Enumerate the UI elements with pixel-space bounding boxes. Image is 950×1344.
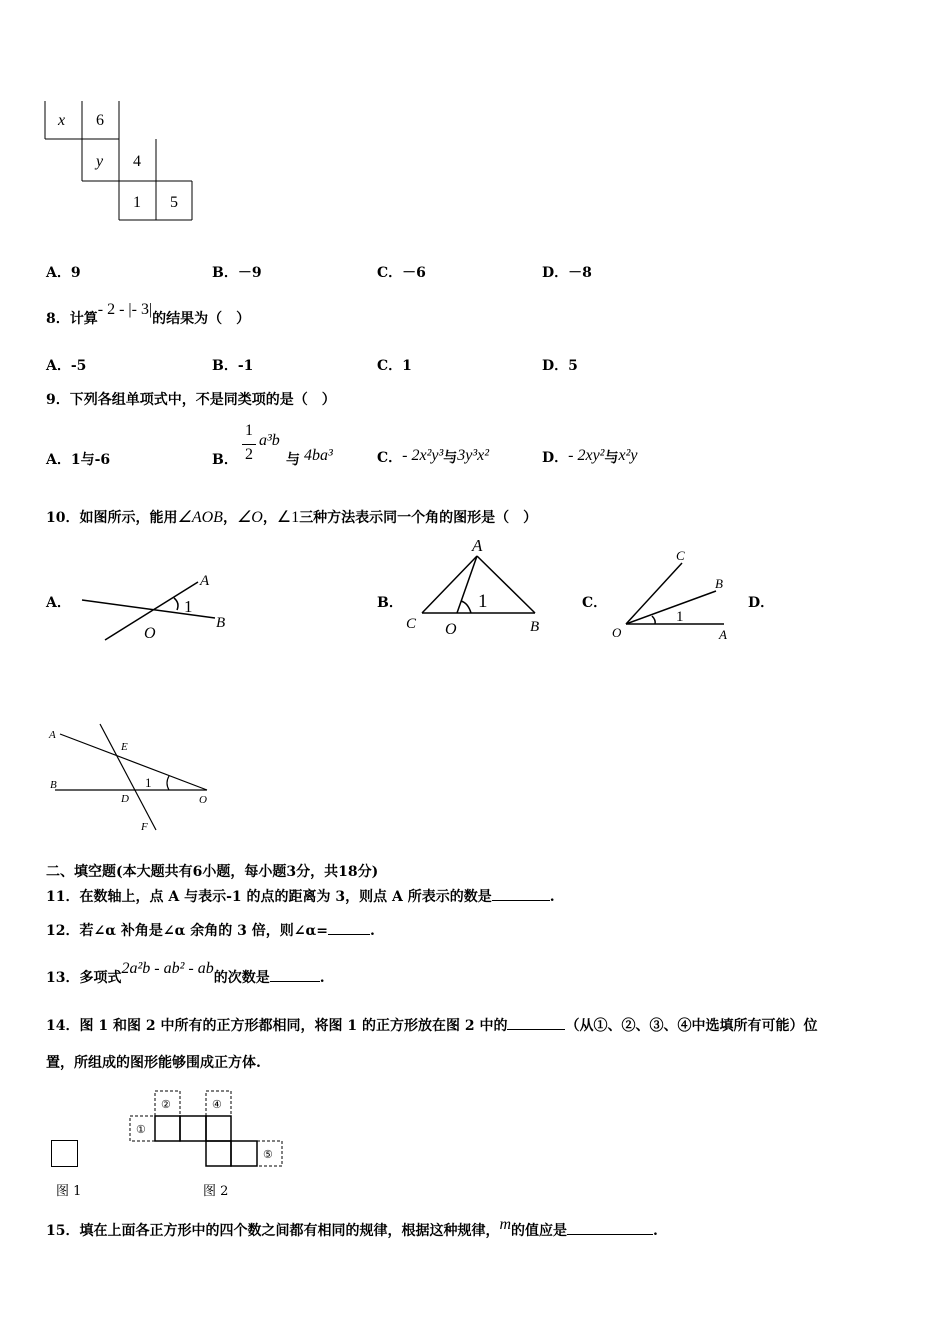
q14-mark-1: ① (136, 1124, 146, 1136)
svg-text:C: C (406, 616, 417, 632)
q10-sep1: ， (222, 510, 237, 526)
q9-stem: 9．下列各组单项式中，不是同类项的是（ ） (46, 392, 336, 408)
q10-angle-o: ∠O (236, 509, 263, 526)
q8-option-a[interactable]: A．-5 (46, 358, 87, 374)
q13-expression: 2a²b - ab² - ab (121, 960, 214, 977)
svg-text:1: 1 (676, 609, 684, 625)
q15-var-m: m (499, 1216, 512, 1233)
svg-text:A: A (719, 627, 727, 642)
grid-cell-4: 4 (133, 153, 141, 170)
grid-cell-5: 5 (170, 194, 178, 211)
q10-stem (46, 507, 537, 527)
section-2-title: 二、填空题(本大题共有6小题，每小题3分，共18分) (46, 864, 379, 880)
q9-option-b-frac-num: 1 (245, 422, 253, 439)
grid-cell-1: 1 (133, 194, 141, 211)
svg-text:O: O (144, 625, 156, 642)
number-grid-figure (40, 96, 200, 226)
q15-suffix: 的值应是 (511, 1223, 568, 1239)
q10-angle-aob: ∠AOB (177, 509, 223, 526)
svg-text:C: C (676, 548, 685, 563)
q14-mark-2: ② (161, 1099, 171, 1111)
q9-option-d-with: 与 (604, 450, 619, 466)
q15 (46, 1216, 658, 1240)
q9-option-d-term2: x²y (618, 447, 638, 464)
q7-option-d[interactable]: D．－8 (542, 265, 592, 281)
q9-option-b-term2: 4ba³ (304, 447, 333, 464)
svg-text:E: E (121, 741, 128, 753)
svg-text:A: A (200, 573, 210, 589)
svg-text:B: B (715, 576, 723, 591)
q7-option-c[interactable]: C．－6 (377, 265, 426, 281)
q14-line1 (46, 1015, 817, 1035)
q13-suffix: 的次数是 (213, 970, 270, 986)
q9-option-c-with: 与 (443, 450, 458, 466)
svg-text:1: 1 (184, 597, 193, 616)
q9-option-b-frac-bar (242, 444, 256, 445)
svg-text:A: A (49, 729, 56, 741)
q11-text: 11．在数轴上，点 A 与表示-1 的点的距离为 3，则点 A 所表示的数是 (46, 889, 492, 905)
q10-label-a[interactable]: A． (46, 595, 71, 611)
svg-text:B: B (50, 779, 57, 791)
q13 (46, 960, 325, 987)
q9-option-b-term: a³b (259, 432, 280, 449)
q9-option-d-label: D． (542, 450, 569, 466)
q12-answer-blank[interactable] (328, 934, 370, 935)
svg-text:A: A (472, 536, 483, 555)
svg-text:F: F (141, 821, 148, 833)
q8-expression: - 2 - |- 3| (97, 301, 153, 318)
q10-label-d[interactable]: D． (748, 595, 775, 611)
q9-option-c[interactable] (377, 447, 489, 467)
q15-end: . (653, 1223, 658, 1239)
svg-text:1: 1 (145, 775, 152, 790)
q15-prefix: 15．填在上面各正方形中的四个数之间都有相同的规律，根据这种规律， (46, 1223, 500, 1239)
q10-suffix: 三种方法表示同一个角的图形是（ ） (299, 510, 538, 526)
svg-text:O: O (612, 625, 622, 640)
q12-end: . (369, 923, 375, 939)
grid-cell-y: y (96, 153, 104, 170)
svg-text:1: 1 (478, 591, 488, 612)
q8-option-c[interactable]: C．1 (377, 358, 412, 374)
svg-text:O: O (199, 794, 207, 806)
q9-option-c-label: C． (377, 450, 403, 466)
svg-text:B: B (216, 615, 226, 631)
q14-mark-4: ④ (212, 1099, 222, 1111)
q9-option-d-term: - 2xy² (568, 447, 605, 464)
q10-figure-b (400, 535, 550, 640)
q9-option-c-term: - 2x²y³ (402, 447, 444, 464)
q14-answer-blank[interactable] (507, 1029, 565, 1030)
svg-text:O: O (445, 621, 457, 638)
q9-option-b-with: 与 (286, 452, 300, 468)
grid-cell-6: 6 (96, 112, 104, 129)
q8-prefix: 8．计算 (46, 311, 98, 327)
q7-option-b[interactable]: B．－9 (212, 265, 262, 281)
q7-option-a[interactable]: A．9 (46, 265, 81, 281)
q8-option-d[interactable]: D．5 (542, 358, 578, 374)
q12-text: 12．若∠α 补角是∠α 余角的 3 倍，则∠α= (46, 923, 328, 939)
q10-label-b[interactable]: B． (377, 595, 403, 611)
q9-option-d[interactable] (542, 447, 637, 467)
q11 (46, 886, 555, 906)
q15-answer-blank[interactable] (567, 1234, 653, 1235)
svg-text:D: D (121, 793, 129, 805)
q9-option-b-label: B． (212, 452, 238, 468)
q11-end: . (549, 889, 555, 905)
q9-option-c-term2: 3y³x² (457, 447, 490, 464)
q14-fig1-label: 图 1 (56, 1184, 82, 1199)
q13-end: . (319, 970, 325, 986)
svg-text:B: B (530, 619, 540, 635)
q8-suffix: 的结果为（ ） (152, 311, 251, 327)
q13-answer-blank[interactable] (270, 981, 320, 982)
q10-prefix: 10．如图所示，能用 (46, 510, 178, 526)
q10-figure-a (70, 570, 240, 645)
q9-option-b-frac-den: 2 (245, 446, 253, 463)
q10-figure-d (45, 722, 220, 837)
q10-angle-1: ∠1 (276, 509, 300, 526)
q8-option-b[interactable]: B．-1 (212, 358, 254, 374)
q14-fig2-net (125, 1088, 290, 1173)
q10-figure-c (606, 545, 736, 645)
q10-sep2: ， (262, 510, 277, 526)
q9-option-a[interactable]: A．1与-6 (46, 452, 111, 468)
q12 (46, 920, 375, 940)
q14-fig2-label: 图 2 (203, 1184, 229, 1199)
q14-mark-5: ⑤ (263, 1149, 273, 1161)
q14-line1b: （从①、②、③、④中选填所有可能）位 (565, 1018, 818, 1034)
q14-line2: 置，所组成的图形能够围成正方体. (46, 1055, 261, 1071)
q13-prefix: 13．多项式 (46, 970, 122, 986)
q11-answer-blank[interactable] (492, 900, 550, 901)
q8-stem (46, 301, 251, 328)
q14-fig1-square (51, 1140, 78, 1167)
q14-line1a: 14．图 1 和图 2 中所有的正方形都相同，将图 1 的正方形放在图 2 中的 (46, 1018, 508, 1034)
grid-cell-x: x (58, 112, 66, 129)
q10-label-c[interactable]: C． (582, 595, 608, 611)
